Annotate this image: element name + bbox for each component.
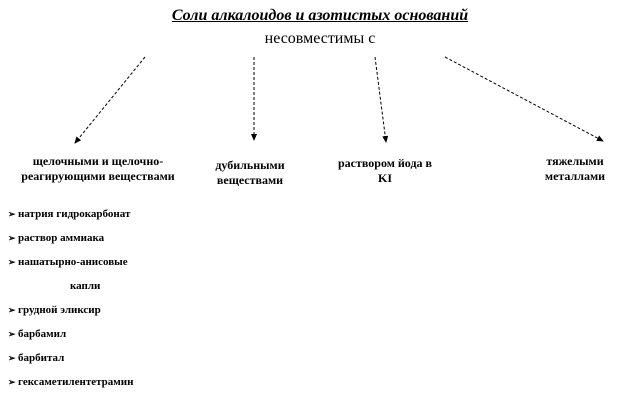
list-item: ➢ натрия гидрокарбонат (8, 208, 131, 220)
category-tannins: дубильными веществами (215, 158, 285, 187)
diagram-title: Соли алкалоидов и азотистых оснований (171, 7, 469, 24)
arrow-bullet-icon: ➢ (8, 353, 16, 363)
list-item: ➢ гексаметилентетрамин (8, 376, 134, 388)
category-iodine: раствором йода в KI (337, 156, 433, 185)
arrow-bullet-icon: ➢ (8, 329, 16, 339)
arrow-to-iodine (375, 57, 386, 142)
arrow-to-heavy-metals (445, 57, 603, 141)
arrow-bullet-icon: ➢ (8, 377, 16, 387)
arrow-bullet-icon: ➢ (8, 257, 16, 267)
alkaline-items-list (8, 206, 133, 398)
list-item: ➢ барбитал (8, 352, 65, 364)
arrow-bullet-icon: ➢ (8, 233, 16, 243)
arrow-bullet-icon: ➢ (8, 209, 16, 219)
list-item: ➢ барбамил (8, 328, 67, 340)
list-item: ➢ грудной эликсир (8, 304, 101, 316)
list-item: ➢ раствор аммиака (8, 232, 105, 244)
category-alkaline: щелочными и щелочно-реагирующими веществами (21, 154, 175, 183)
arrow-to-alkaline (75, 57, 145, 143)
category-heavy-metals: тяжелыми металлами (544, 154, 606, 183)
diagram-subtitle: несовместимы с (264, 30, 376, 47)
list-item-continuation: капли (70, 280, 101, 292)
list-item: ➢ нашатырно-анисовые (8, 256, 128, 268)
arrow-bullet-icon: ➢ (8, 305, 16, 315)
